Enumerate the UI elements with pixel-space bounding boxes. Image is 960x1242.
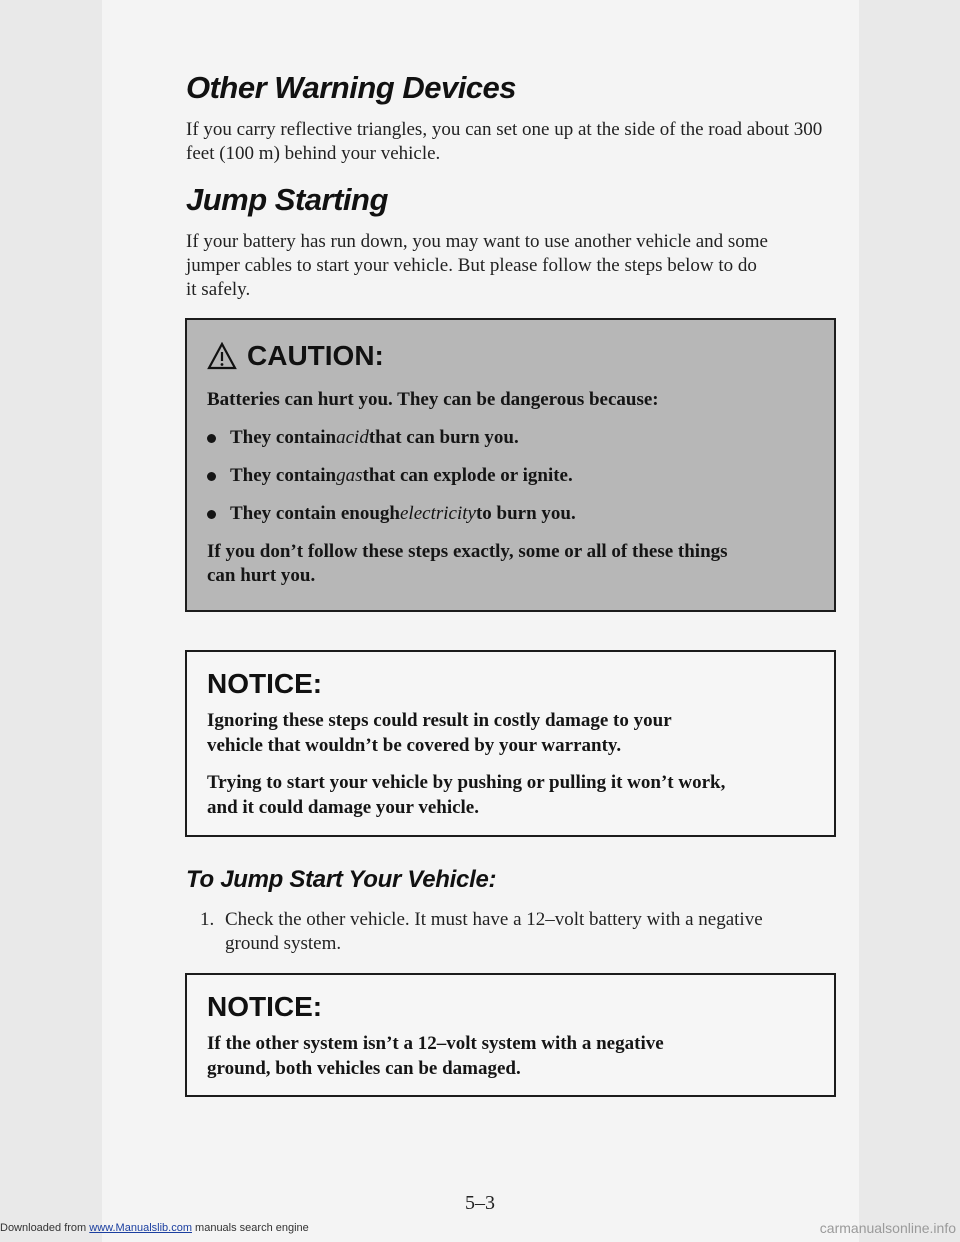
warning-triangle-icon [207, 342, 237, 370]
caution-heading [207, 340, 384, 372]
caution-box [185, 318, 836, 612]
caution-outro: If you don’t follow these steps exactly, some or all of these things can hurt you. [207, 541, 728, 586]
notice-box-voltage [185, 973, 836, 1097]
manualslib-link[interactable]: www.Manualslib.com [89, 1222, 192, 1234]
paragraph-battery-line: jumper cables to start your vehicle. But please follow the steps below to do [186, 255, 757, 276]
caution-bullet: They contain acid that can burn you. [207, 427, 519, 449]
bullet-dot-icon [207, 434, 216, 443]
paragraph-battery-line: it safely. [186, 279, 251, 300]
notice-text: Ignoring these steps could result in costly damage to your vehicle that wouldn’t be covered by your warranty. [207, 710, 672, 756]
notice-box-warranty [185, 650, 836, 837]
watermark: carmanualsonline.info [819, 1220, 956, 1236]
notice-text: If the other system isn’t a 12–volt system with a negative ground, both vehicles can be damaged. [207, 1033, 664, 1079]
heading-to-jump-start: To Jump Start Your Vehicle: [186, 866, 497, 893]
caution-title: CAUTION: [247, 340, 384, 371]
caution-bullet: They contain enough electricity to burn you. [207, 503, 576, 525]
notice-text: Trying to start your vehicle by pushing or pulling it won’t work, and it could damage your vehicle. [207, 772, 726, 818]
step-text: Check the other vehicle. It must have a 12–volt battery with a negative ground system. [225, 909, 763, 954]
bullet-dot-icon [207, 472, 216, 481]
bullet-dot-icon [207, 510, 216, 519]
caution-intro: Batteries can hurt you. They can be dangerous because: [207, 389, 659, 410]
paragraph-battery [186, 230, 836, 302]
notice-title: NOTICE: [207, 668, 323, 699]
download-footer: Downloaded from www.Manualslib.com manuals search engine [0, 1222, 309, 1234]
heading-other-warning-devices: Other Warning Devices [186, 70, 517, 105]
heading-jump-starting: Jump Starting [186, 182, 388, 217]
step-number: 1. [200, 909, 215, 930]
notice-title: NOTICE: [207, 991, 323, 1022]
page-number: 5–3 [465, 1192, 495, 1214]
paragraph-reflective-triangles: If you carry reflective triangles, you can set one up at the side of the road about 300 feet (100 m) behind your vehicle. [186, 119, 823, 164]
caution-bullet: They contain gas that can explode or ignite. [207, 465, 573, 487]
paragraph-battery-line: If your battery has run down, you may want to use another vehicle and some [186, 231, 768, 252]
